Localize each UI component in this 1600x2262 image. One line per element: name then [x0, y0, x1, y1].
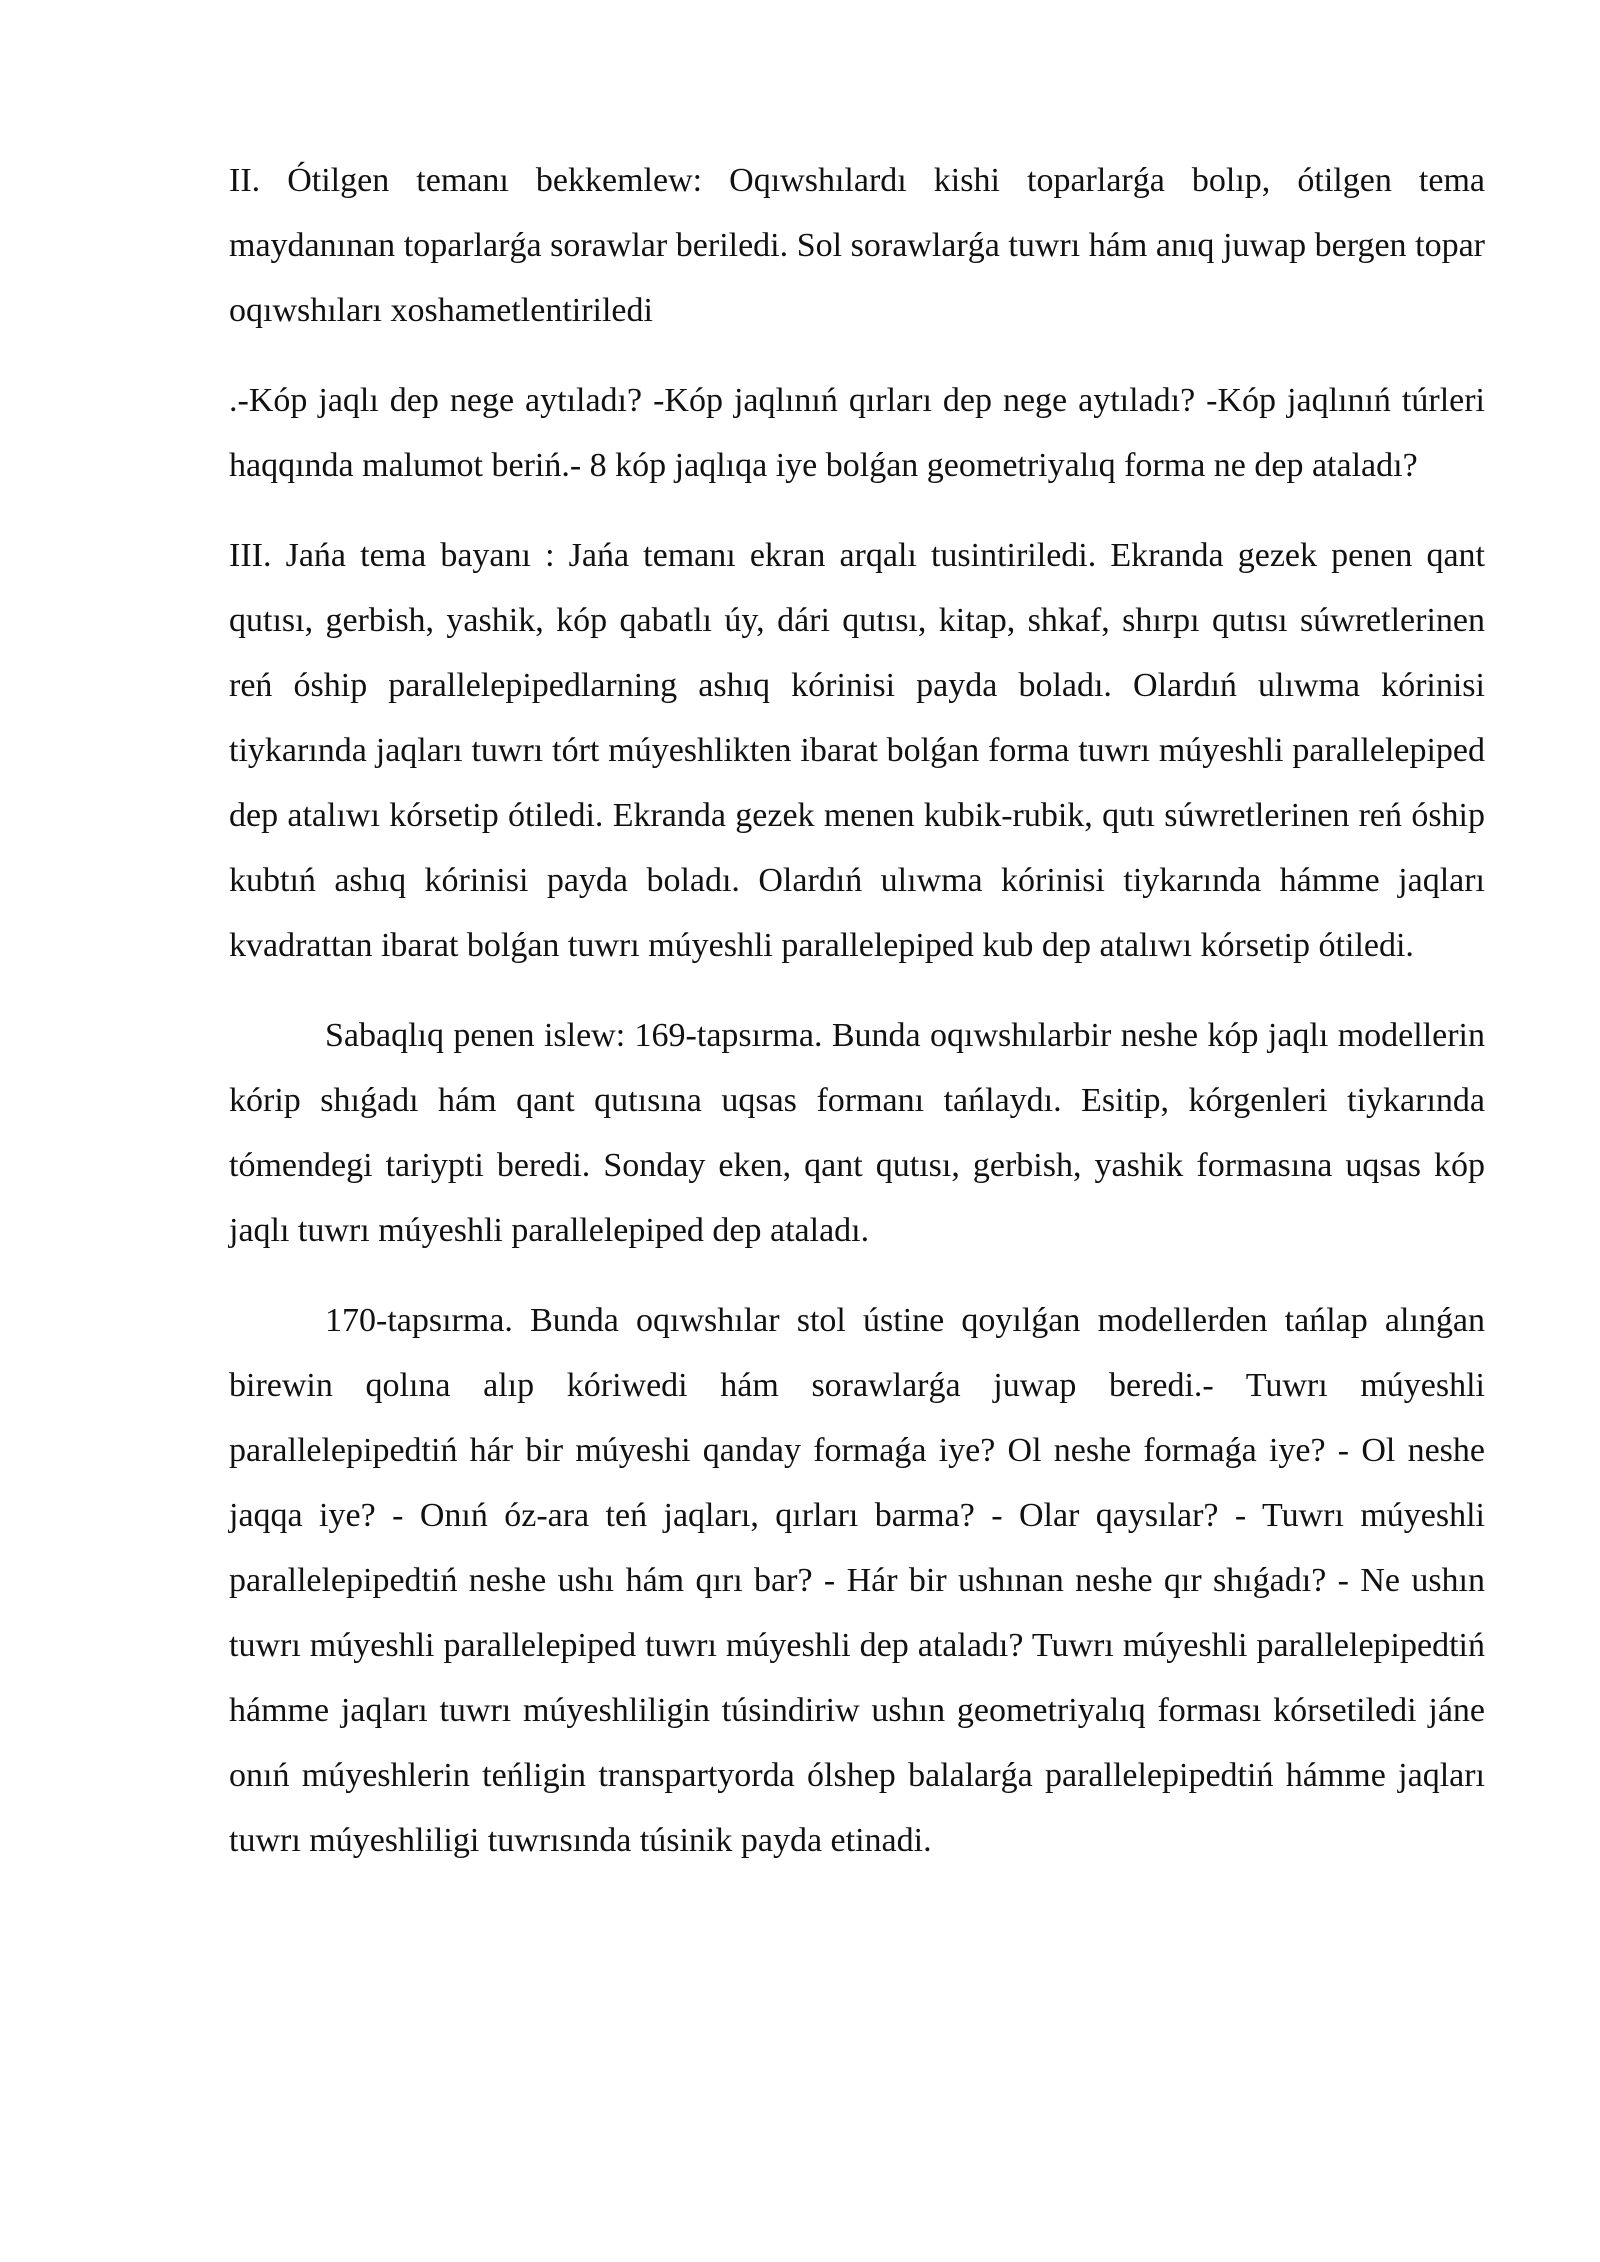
paragraph-task-169: Sabaqlıq penen islew: 169-tapsırma. Bunda oqıwshılarbir neshe kóp jaqlı modellerin kórip shıǵadı hám qant qutısına uqsas formanı tańlaydı. Esitip, kórgenleri tiykarında tómendegi tariypti beredi. Sonday eken, qant qutısı, gerbish, yashik formasına uqsas kóp jaqlı tuwrı múyeshli parallelepiped dep ataladı. — [229, 1017, 1485, 1249]
document-page — [229, 148, 1485, 1898]
paragraph-review-questions: .-Kóp jaqlı dep nege aytıladı? -Kóp jaqlınıń qırları dep nege aytıladı? -Kóp jaqlınıń túrleri haqqında malumot beriń.- 8 kóp jaqlıqa iye bolǵan geometriyalıq forma ne dep ataladı? — [229, 382, 1485, 484]
paragraph-review-topic: II. Ótilgen temanı bekkemlew: Oqıwshılardı kishi toparlarǵa bolıp, ótilgen tema maydanınan toparlarǵa sorawlar beriledi. Sol sorawlarǵa tuwrı hám anıq juwap bergen topar oqıwshıları xoshametlentiriledi — [229, 162, 1485, 329]
paragraph-new-topic: III. Jańa tema bayanı : Jańa temanı ekran arqalı tusintiriledi. Ekranda gezek penen qant qutısı, gerbish, yashik, kóp qabatlı úy, dári qutısı, kitap, shkaf, shırpı qutısı súwretlerinen reń óship parallelepipedlarning ashıq kórinisi payda boladı. Olardıń ulıwma kórinisi tiykarında jaqları tuwrı tórt múyeshlikten ibarat bolǵan forma tuwrı múyeshli parallelepiped dep atalıwı kórsetip ótiledi. Ekranda gezek menen kubik-rubik, qutı súwretlerinen reń óship kubtıń ashıq kórinisi payda boladı. Olardıń ulıwma kórinisi tiykarında hámme jaqları kvadrattan ibarat bolǵan tuwrı múyeshli parallelepiped kub dep atalıwı kórsetip ótiledi. — [229, 537, 1485, 964]
paragraph-task-170: 170-tapsırma. Bunda oqıwshılar stol ústine qoyılǵan modellerden tańlap alınǵan birewin qolına alıp kóriwedi hám sorawlarǵa juwap beredi.- Tuwrı múyeshli parallelepipedtiń hár bir múyeshi qanday formaǵa iye? Ol neshe formaǵa iye? - Ol neshe jaqqa iye? - Onıń óz-ara teń jaqları, qırları barma? - Olar qaysılar? - Tuwrı múyeshli parallelepipedtiń neshe ushı hám qırı bar? - Hár bir ushınan neshe qır shıǵadı? - Ne ushın tuwrı múyeshli parallelepiped tuwrı múyeshli dep ataladı? Tuwrı múyeshli parallelepipedtiń hámme jaqları tuwrı múyeshliligin túsindiriw ushın geometriyalıq forması kórsetiledi jáne onıń múyeshlerin teńligin transpartyorda ólshep balalarǵa parallelepipedtiń hámme jaqları tuwrı múyeshliligi tuwrısında túsinik payda etinadi. — [229, 1302, 1485, 1859]
